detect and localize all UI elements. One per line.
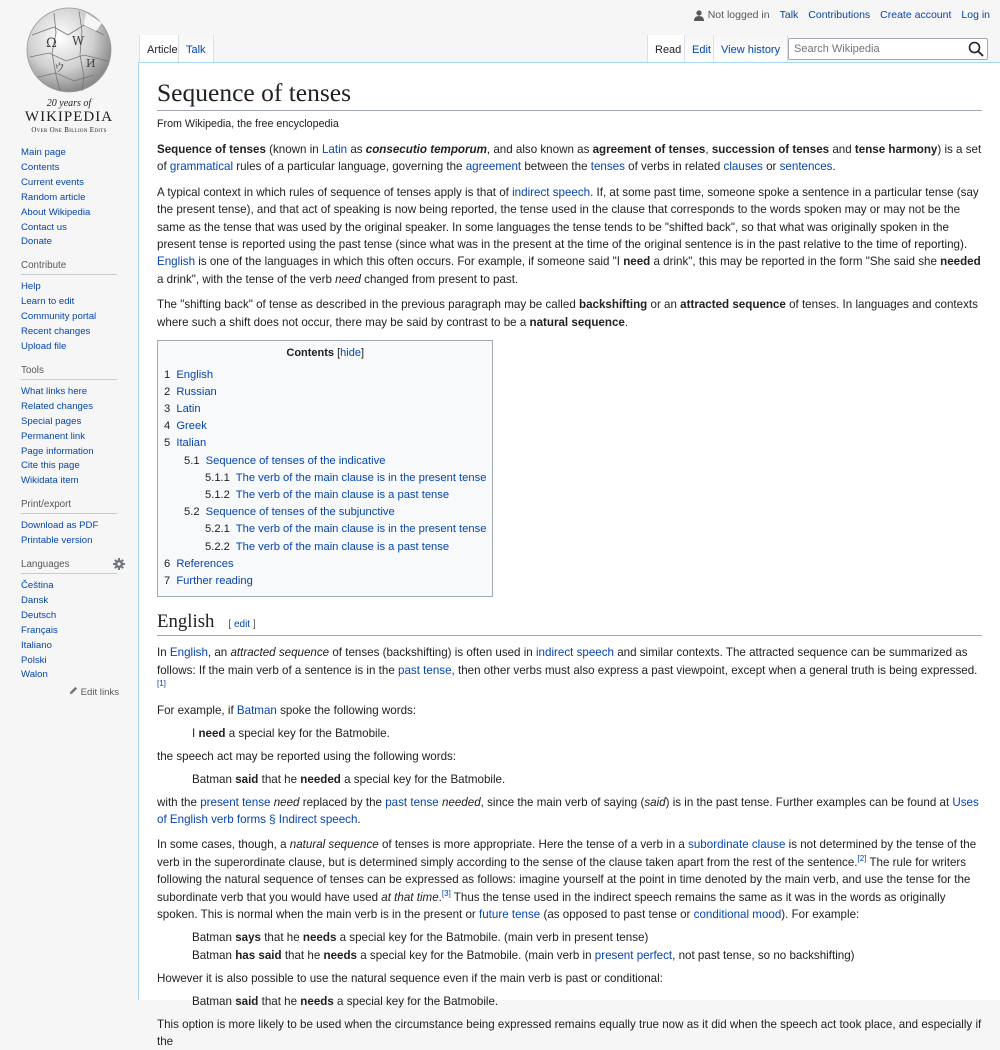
create-account-link[interactable]: Create account [880,9,952,21]
text: Batman [192,948,236,962]
toc-link[interactable]: Russian [176,385,217,398]
text-bold: needs [300,994,334,1008]
sidebar-item-help[interactable]: Help [21,281,41,293]
pencil-icon [69,686,78,695]
text: ) is a set of [157,143,982,174]
sidebar-heading-languages [21,559,117,574]
link-indirect-speech[interactable]: indirect speech [535,646,614,660]
text-italic-bold: consecutio temporum [365,143,487,156]
text: Batman [192,931,236,945]
not-logged-in [694,9,770,21]
toc-hide-link[interactable]: hide [340,346,361,359]
toc-number: 5.1.1 [205,471,230,484]
sidebar-contribute [21,260,131,355]
sidebar-item-contents[interactable]: Contents [21,161,60,173]
sidebar-item-upload-file[interactable]: Upload file [21,340,67,352]
citation-link[interactable]: [1] [157,679,166,689]
text: a special key for the Batmobile. [225,726,390,740]
link-present-tense[interactable]: present tense [200,795,271,809]
svg-text:Ω: Ω [46,36,57,51]
toc-number: 5.2.1 [205,523,230,536]
english-paragraph-3: the speech act may be reported using the following words: [157,749,457,763]
text: a special key for the Batmobile. [333,994,499,1008]
toc-link[interactable]: Italian [176,437,207,450]
sidebar-item-special-pages[interactable]: Special pages [21,415,82,427]
text: Batman [192,772,236,786]
page-title: Sequence of tenses [157,77,982,111]
personal-tools [694,9,990,21]
toc-number: 6 [164,557,171,570]
example-quote [157,929,982,946]
toc-link[interactable]: Sequence of tenses of the subjunctive [205,506,395,519]
text: and [829,143,855,156]
text: , an [207,646,231,660]
languages-heading-text: Languages [21,559,70,571]
toc-number: 5.2.2 [205,540,230,553]
toc-item[interactable] [164,367,486,384]
text: , and also known as [486,143,593,156]
sidebar-item-about-wikipedia[interactable]: About Wikipedia [21,206,91,218]
text-italic: said [644,795,666,809]
link-uses-of-english-verb-forms[interactable]: Uses of English verb forms § Indirect speech [157,795,979,826]
tab-article-label: Article [147,44,178,56]
text-bold: says [235,931,261,945]
sidebar-item-contact-us[interactable]: Contact us [21,221,67,233]
text: changed from present to past. [360,272,519,286]
toc-number: 5.2 [184,506,200,519]
toc-title: Contents [hide] [286,346,365,359]
search-icon[interactable] [968,41,984,57]
sidebar-print-export [21,499,131,549]
logo-anniversary-text: 20 years of [46,98,92,109]
contributions-link[interactable]: Contributions [808,9,871,21]
section-edit-link[interactable]: edit [233,619,251,631]
text: A typical context in which rules of sequence of tenses apply is that of [157,185,513,199]
text-italic: at that time [381,890,439,904]
language-link-pl[interactable]: Polski [21,654,47,666]
svg-text:W: W [72,34,85,48]
text: , not past tense, so no backshifting) [672,948,855,962]
text: In [157,646,170,660]
svg-text:И: И [86,57,96,70]
sidebar-tools [21,365,131,489]
toc-link[interactable]: The verb of the main clause is a past tense [235,540,450,553]
sidebar-languages [21,559,131,698]
toc-item[interactable] [164,384,486,401]
sidebar-item-donate[interactable]: Donate [21,236,52,248]
svg-text:ウ: ウ [54,61,65,74]
text: that he [258,772,301,786]
sidebar-heading-print-export: Print/export [21,499,117,514]
sidebar-item-what-links-here[interactable]: What links here [21,385,88,397]
gear-icon[interactable] [113,558,125,570]
sidebar-heading-tools: Tools [21,365,117,380]
text: For example, if [157,703,237,717]
globe-logo-icon [24,5,114,95]
text: that he [260,931,303,945]
tab-view-history-label: View history [721,44,781,56]
text: and similar contexts. The attracted sequence can be summarized as follows: If the main verb of a sentence is in the [157,646,968,677]
text-italic: natural sequence [289,838,379,852]
site-subtitle: From Wikipedia, the free encyclopedia [157,118,339,130]
link-sentences[interactable]: sentences [779,160,833,174]
text: I [192,726,199,740]
section-heading-english [157,611,982,636]
edit-links-link[interactable]: Edit links [80,687,119,699]
tab-talk[interactable] [178,35,214,62]
sidebar-item-printable-version[interactable]: Printable version [21,535,93,547]
text: spoke the following words: [276,703,417,717]
logo-wordmark: WIKIPEDIA [24,109,114,125]
text: a drink", this may be reported in the form "She said she [650,255,941,269]
intro-paragraph-1 [157,141,982,176]
link-past-tense[interactable]: past tense [398,663,452,677]
text: (known in [265,143,322,156]
wikipedia-logo[interactable] [12,5,126,134]
search-box [788,38,988,60]
toc-number: 5.1 [184,454,200,467]
text-bold: needed [940,255,981,269]
text-bold: need [198,726,226,740]
text: , [705,143,712,156]
text: The "shifting back" of tense as described in the previous paragraph may be called [157,298,579,312]
toc-number: 4 [164,420,171,433]
text-bold: natural sequence [529,315,625,329]
sidebar-item-community-portal[interactable]: Community portal [21,311,97,323]
text-bold: has said [235,948,282,962]
user-icon [694,10,704,21]
toc-number: 2 [164,385,171,398]
link-batman[interactable]: Batman [236,703,277,717]
text: a special key for the Batmobile. (main verb in present tense) [336,931,649,945]
text-bold: needs [302,931,337,945]
text: as [347,143,366,156]
sidebar-item-page-information[interactable]: Page information [21,445,94,457]
language-link-cs[interactable]: Čeština [21,580,54,592]
text: . [624,315,629,329]
sidebar-item-download-pdf[interactable]: Download as PDF [21,520,99,532]
text: replaced by the [299,795,386,809]
sidebar-item-random-article[interactable]: Random article [21,191,86,203]
link-agreement[interactable]: agreement [465,160,522,174]
sidebar-item-related-changes[interactable]: Related changes [21,400,94,412]
link-indirect-speech[interactable]: indirect speech [512,185,591,199]
text: or [762,160,780,174]
logo-tagline: Over One Billion Edits [31,126,107,134]
sidebar-navigation [21,146,131,250]
toc-item[interactable] [164,521,486,538]
text-bold: needs [323,948,358,962]
text: , since the main verb of saying ( [480,795,645,809]
language-link-de[interactable]: Deutsch [21,609,57,621]
section-title: English [157,611,215,633]
toc-link[interactable]: The verb of the main clause is a past tense [235,488,450,501]
text-bold: said [235,994,259,1008]
text: or an [647,298,681,312]
text: is one of the languages in which this often occurs. For example, if someone said "I [195,255,624,269]
toc-link[interactable]: Greek [176,420,207,433]
text: of tenses (backshifting) is often used in [329,646,536,660]
text-italic: attracted sequence [230,646,330,660]
toc-item[interactable] [164,539,486,556]
toc-item[interactable] [164,435,486,452]
english-paragraph-7: This option is more likely to be used when the circumstance being expressed remains equally true now as it did when the speech act took place, and especially if the [157,1017,982,1048]
text: , then other verbs must also express a past viewpoint, except when a general truth is being expressed. [451,663,978,677]
text-bold: said [235,772,259,786]
text: that he [258,994,301,1008]
link-subordinate-clause[interactable]: subordinate clause [688,838,786,852]
edit-links-row [21,686,119,698]
english-paragraph-2 [157,702,982,719]
link-tenses[interactable]: tenses [590,160,625,174]
toc-link[interactable]: The verb of the main clause is in the present tense [235,523,487,536]
tab-talk-label: Talk [186,44,206,56]
language-link-fr[interactable]: Français [21,624,58,636]
text: In some cases, though, a [157,838,290,852]
toc-link[interactable]: Sequence of tenses of the indicative [205,454,386,467]
text: . [357,812,361,826]
text: is not determined by the tense of the verb in the superordinate clause, but is determined simply according to the sense of the clause taken apart from the rest of the sentence. [157,838,977,869]
text: . If, at some past time, someone spoke a sentence in a particular tense (say the present tense), and that act of speaking is now being reported, the tense used in the clause that corresponds to the words spoken may or may not be the same as the tense that was used by the original speaker. In some languages the tense tends to be "shifted back", so that what was originally spoken in the present tense is reported using the past tense (since what was in the present at the time of the original sentence is in the past relative to the time of reporting). [157,185,979,252]
section-edit: [ edit ] [228,619,256,631]
toc-heading: Contents [286,346,335,359]
text-italic: need [335,272,361,286]
link-english[interactable]: English [169,646,208,660]
main-content [138,62,1000,1048]
example-quote [157,771,982,788]
text-bold: backshifting [578,298,648,312]
example-quote [157,725,982,742]
text: The rule for writers following the natural sequence of tenses can be expressed as follows: imagine yourself at the point in time denoted by the main verb, and use the tense for the subordinate verb that you would have used [157,855,971,904]
search-input[interactable] [789,39,959,59]
text: (as opposed to past tense or [540,907,694,921]
text-bold: need [623,255,651,269]
sidebar-item-recent-changes[interactable]: Recent changes [21,326,91,338]
english-paragraph-5 [157,836,982,923]
text-italic: needed [441,795,481,809]
toc-number: 7 [164,575,171,587]
sidebar-item-learn-to-edit[interactable]: Learn to edit [21,296,75,308]
text-bold: attracted sequence [680,298,786,312]
text-bold: Sequence of tenses [157,143,266,156]
text: . [438,890,442,904]
citation-link[interactable]: [3] [441,888,451,898]
text: ). For example: [781,907,860,921]
toc-link[interactable]: Latin [176,402,201,415]
sidebar-item-permanent-link[interactable]: Permanent link [21,430,85,442]
english-paragraph-6: However it is also possible to use the natural sequence even if the main verb is past or conditional: [157,971,663,985]
text: . [832,160,836,174]
text: of tenses is more appropriate. Here the tense of a verb in a [378,838,689,852]
citation-link[interactable]: [2] [857,853,867,863]
text-bold: agreement of tenses [592,143,706,156]
tab-edit-label: Edit [692,44,711,56]
text: Batman [192,994,236,1008]
text: Thus the tense used in the indirect speech remains the same as it was in the words as originally spoken. This is normal when the main verb is in the present or [157,890,946,921]
toc-item[interactable] [164,487,486,504]
toc-item[interactable] [164,418,486,435]
not-logged-in-text: Not logged in [707,9,770,21]
link-present-perfect[interactable]: present perfect [594,948,673,962]
link-past-tense[interactable]: past tense [385,795,439,809]
text: that he [281,948,324,962]
text: rules of a particular language, governing the [233,160,466,174]
log-in-link[interactable]: Log in [961,9,990,21]
table-of-contents [157,340,493,598]
text-bold: needed [300,772,341,786]
toc-item[interactable] [164,453,486,470]
text: of verbs in related [624,160,724,174]
link-future-tense[interactable]: future tense [479,907,541,921]
toc-list [164,367,486,591]
toc-number: 3 [164,402,171,415]
sidebar-item-current-events[interactable]: Current events [21,176,84,188]
text: a special key for the Batmobile. [340,772,506,786]
text: of tenses. In languages and contexts where such a shift does not occur, there may be said by contrast to be a [157,298,978,329]
text-bold: tense harmony [854,143,938,156]
sidebar-heading-contribute: Contribute [21,260,117,275]
language-link-it[interactable]: Italiano [21,639,52,651]
text-bold: succession of tenses [711,143,830,156]
toc-link[interactable]: Further reading [176,575,253,587]
sidebar [21,146,131,708]
toc-link[interactable]: English [176,368,214,381]
link-conditional-mood[interactable]: conditional mood [693,907,782,921]
example-quote [157,993,982,1010]
example-quote [157,947,982,964]
toc-item[interactable] [164,573,486,590]
text-italic: need [273,795,300,809]
toc-link[interactable]: References [176,557,234,570]
text: ) is in the past tense. Further examples can be found at [665,795,953,809]
sidebar-item-wikidata-item[interactable]: Wikidata item [21,475,79,487]
text: a special key for the Batmobile. (main verb in [357,948,595,962]
language-link-da[interactable]: Dansk [21,594,49,606]
intro-paragraph-2 [157,184,982,288]
intro-paragraph-3 [157,296,982,331]
toc-item[interactable] [164,556,486,573]
sidebar-item-main-page[interactable]: Main page [21,147,66,158]
toc-number: 1 [164,368,171,381]
link-latin[interactable]: Latin [321,143,348,156]
talk-link[interactable]: Talk [779,9,799,21]
sidebar-item-cite-this-page[interactable]: Cite this page [21,460,80,472]
toc-item[interactable] [164,504,486,521]
toc-item[interactable] [164,401,486,418]
link-grammatical[interactable]: grammatical [169,160,234,174]
toc-number: 5.1.2 [205,488,230,501]
english-paragraph-4 [157,794,982,829]
link-clauses[interactable]: clauses [723,160,763,174]
text: between the [521,160,591,174]
language-link-wa[interactable]: Walon [21,669,48,681]
toc-item[interactable] [164,470,486,487]
text: a drink", with the tense of the verb [157,272,336,286]
tab-read[interactable] [647,35,688,62]
text: with the [157,795,201,809]
link-english[interactable]: English [157,255,196,269]
toc-link[interactable]: The verb of the main clause is in the present tense [235,471,487,484]
tab-read-label: Read [655,44,682,56]
tab-view-history[interactable] [713,35,788,62]
toc-number: 5 [164,437,171,450]
english-paragraph-1 [157,644,982,696]
